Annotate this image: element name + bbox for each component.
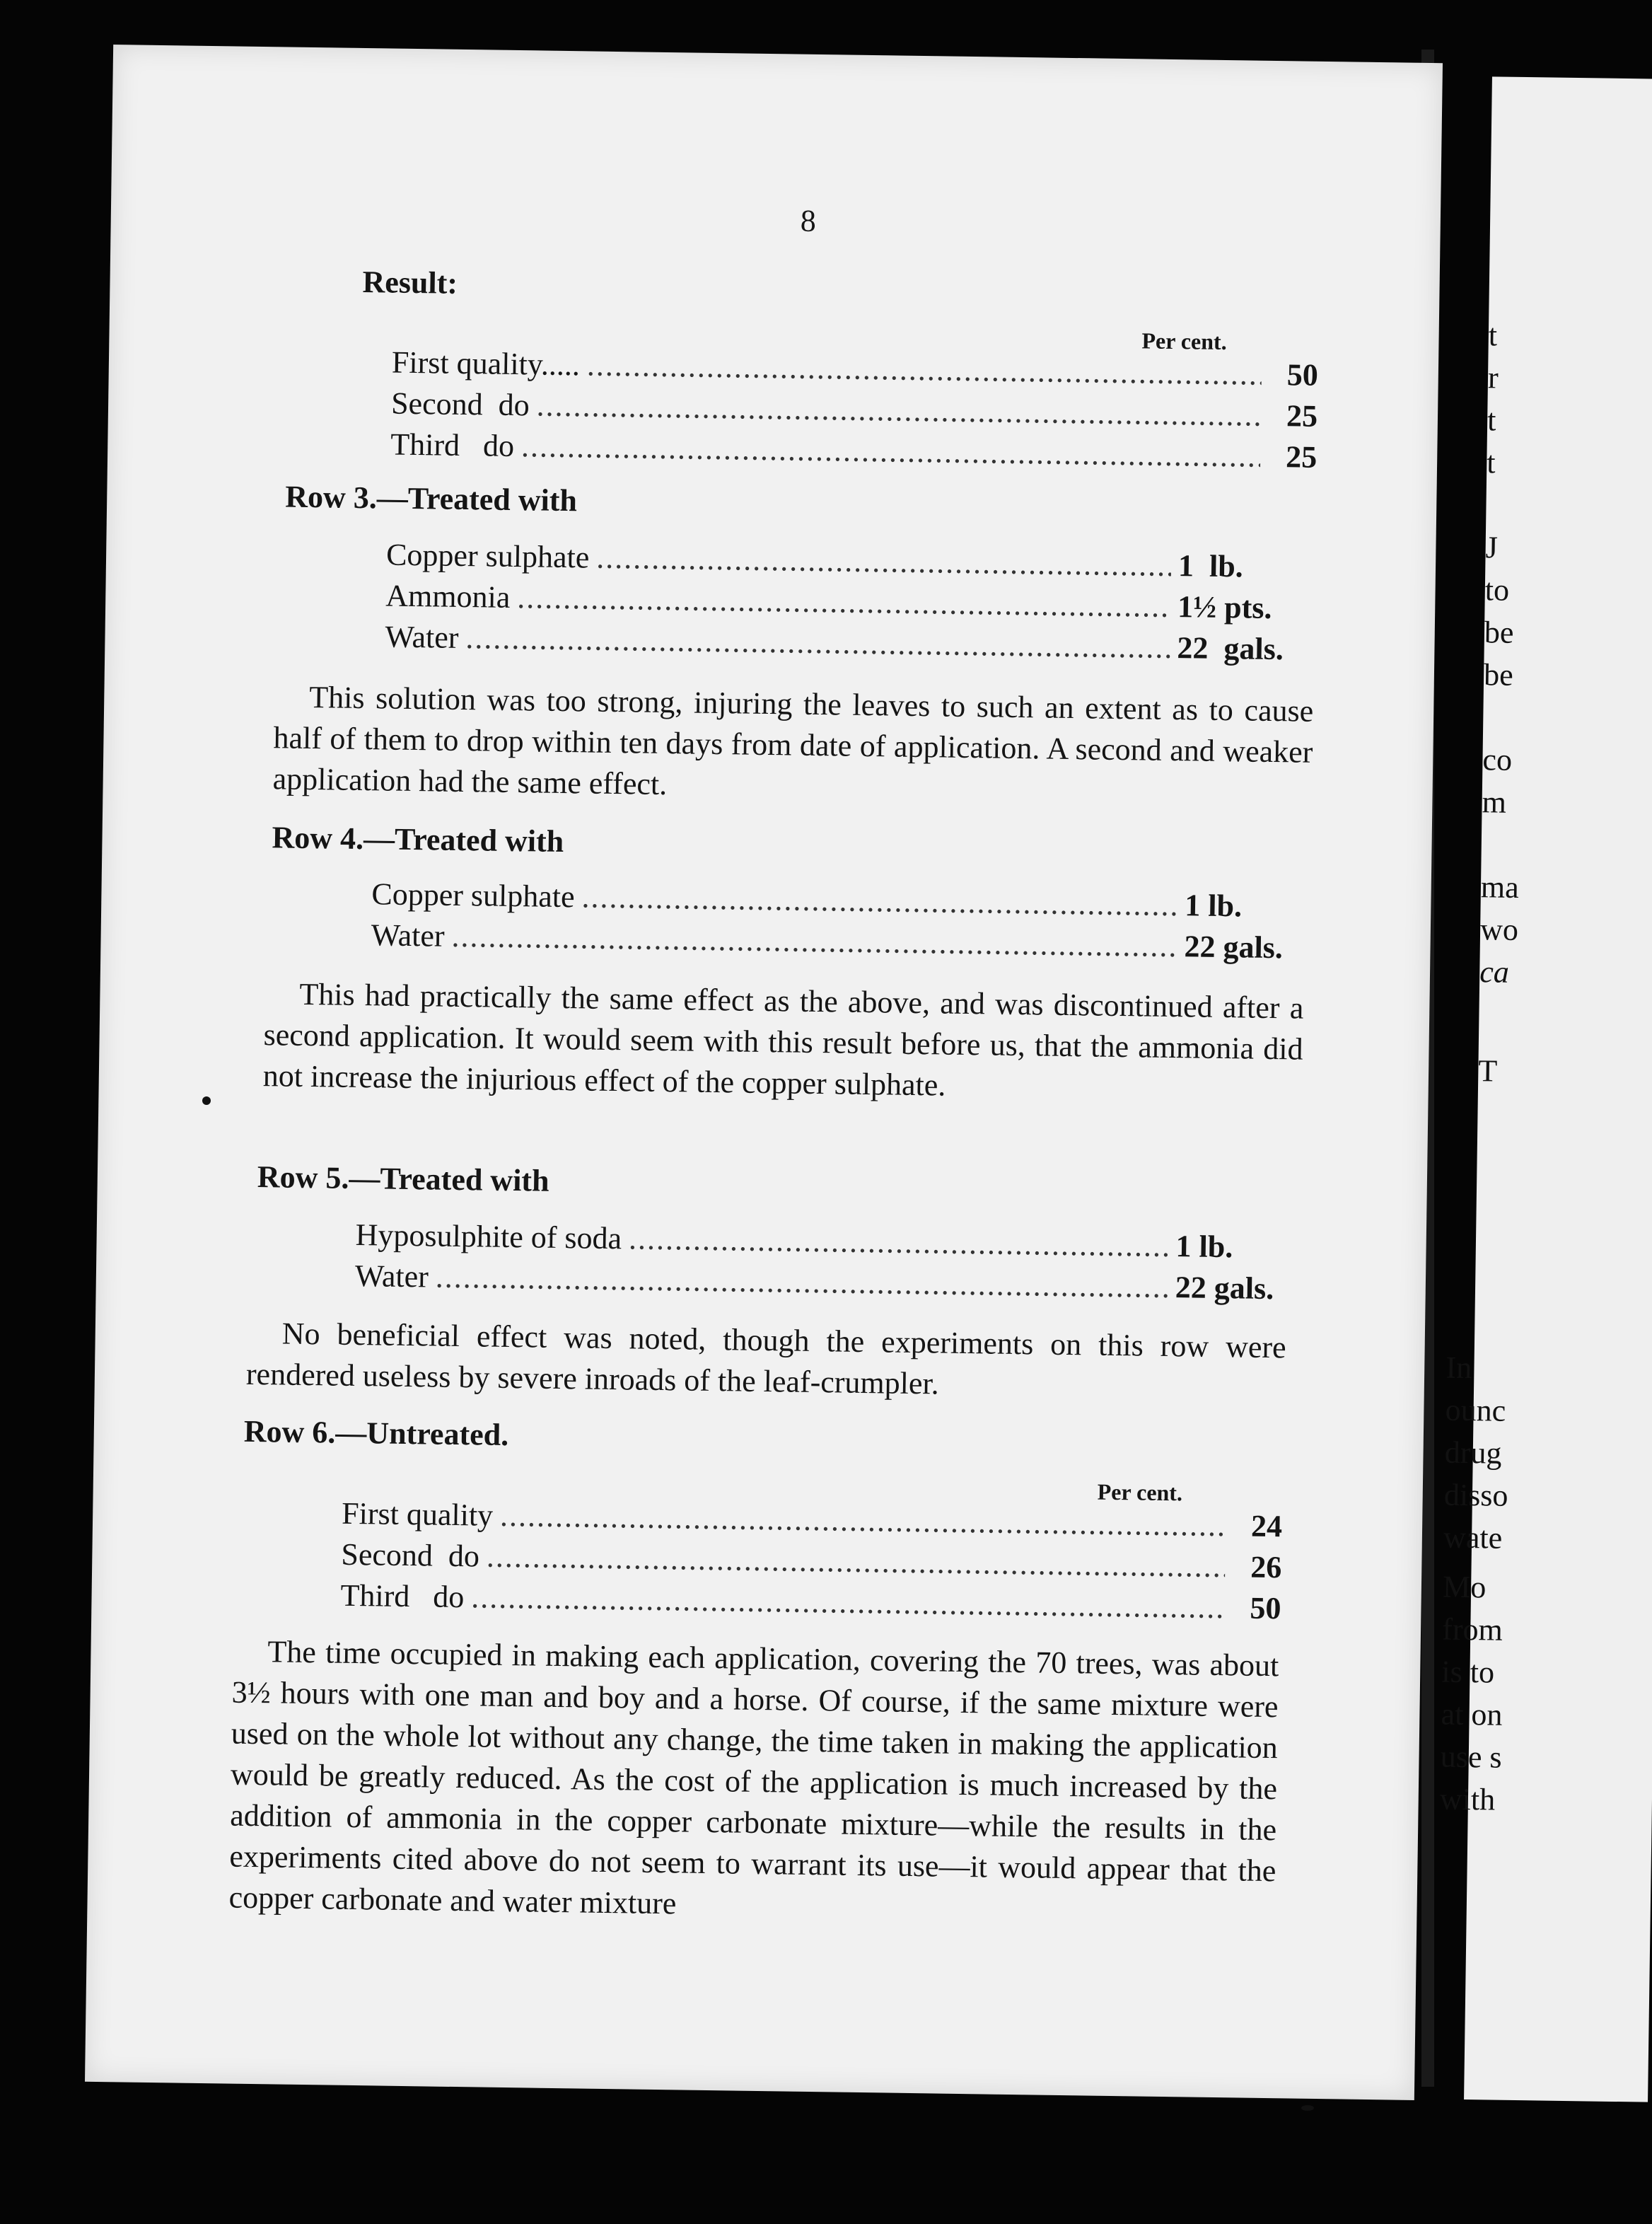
result-row-label: First quality..... <box>391 344 581 383</box>
ingredient-amount: 1½ pts. <box>1177 589 1272 625</box>
ingredient-amount: 1 lb. <box>1177 548 1244 584</box>
ingredient-label: Water <box>371 917 445 954</box>
next-page-text: ma <box>1480 869 1520 905</box>
result-row-label: Second do <box>341 1536 480 1574</box>
next-page-text: use s <box>1440 1739 1502 1775</box>
next-page-text: ounc <box>1445 1392 1506 1428</box>
result-row-value: 50 <box>1286 357 1319 393</box>
result-row-value: 26 <box>1250 1549 1282 1585</box>
next-page-text: wate <box>1443 1519 1503 1556</box>
next-page-text: J <box>1485 530 1499 565</box>
next-page-text: from <box>1441 1611 1503 1647</box>
ingredient-label: Water <box>354 1258 429 1295</box>
row-5-paragraph: No beneficial effect was noted, though the experiments on this row were rendered useless by severe inroads of the leaf-crumpler. <box>245 1316 1286 1401</box>
percent-column-label: Per cent. <box>1141 328 1227 355</box>
scan-speck <box>1301 2105 1314 2111</box>
ingredient-label: Water <box>385 619 459 655</box>
next-page-text: to <box>1484 572 1510 608</box>
result-row-value: 25 <box>1285 439 1317 475</box>
row-3-paragraph: This solution was too strong, injuring the leaves to such an extent as to cause half of them to drop within ten days from date of application. A second and weaker application had the same effect. <box>272 679 1314 802</box>
row-6-heading: Row 6.—Untreated. <box>243 1413 509 1453</box>
document-page <box>85 45 1443 2100</box>
next-page-text: Mo <box>1442 1569 1487 1605</box>
next-page-text: be <box>1484 615 1514 650</box>
next-page-text: t <box>1487 445 1496 480</box>
row-4-paragraph: This had practically the same effect as the above, and was discontinued after a second application. It would seem with this result before us, that the ammonia did not increase the injurious effect of the copper sulphate. <box>262 976 1304 1103</box>
percent-column-label: Per cent. <box>1097 1478 1183 1506</box>
next-page-text: ca <box>1479 954 1510 990</box>
result-row-label: Third do <box>390 427 515 463</box>
row-4-heading: Row 4.—Treated with <box>272 820 564 859</box>
ingredient-amount: 1 lb. <box>1175 1229 1233 1265</box>
result-heading: Result: <box>362 264 458 301</box>
row-3-heading: Row 3.—Treated with <box>284 479 578 519</box>
next-page-text: with <box>1439 1781 1496 1817</box>
result-row-label: Second do <box>390 386 530 423</box>
result-row-label: First quality <box>341 1495 494 1533</box>
next-page-text: m <box>1482 784 1507 820</box>
result-row-value: 25 <box>1286 398 1318 434</box>
result-row-value: 50 <box>1250 1590 1281 1626</box>
next-page-text: r <box>1487 360 1499 395</box>
row-5-heading: Row 5.—Treated with <box>257 1159 549 1198</box>
next-page-text: drug <box>1444 1435 1502 1471</box>
next-page-text: at on <box>1441 1696 1503 1732</box>
ingredient-amount: 1 lb. <box>1185 888 1243 924</box>
ingredient-amount: 22 gals. <box>1184 929 1284 966</box>
scan-speck <box>202 1096 211 1105</box>
next-page-text: t <box>1487 402 1496 438</box>
page-number: 8 <box>800 203 817 238</box>
ingredient-amount: 22 gals. <box>1175 1270 1274 1307</box>
next-page-text: In <box>1446 1350 1472 1386</box>
next-page-text: is to <box>1441 1654 1495 1690</box>
result-row-value: 24 <box>1250 1508 1283 1544</box>
ingredient-label: Copper sulphate <box>385 537 590 575</box>
closing-paragraph: The time occupied in making each application, covering the 70 trees, was about 3½ hours with one man and boy and a horse. Of course, if the same mixture were used on the whole lot without any change, the time taken in making the application would be greatly reduced. As the cost of the application is much increased by the addition of ammonia in the copper carbonate mixture—while the results in the experiments cited above do not seem to warrant its use—it would appear that the copper carbonate and water mixture <box>228 1634 1279 1921</box>
next-page-text: T <box>1478 1053 1498 1089</box>
next-page-text: wo <box>1479 912 1519 947</box>
result-row-label: Third do <box>340 1577 465 1615</box>
ingredient-label: Hyposulphite of soda <box>355 1217 622 1256</box>
next-page-text: t <box>1488 318 1498 353</box>
next-page-text: disso <box>1443 1477 1508 1513</box>
ingredient-label: Ammonia <box>385 578 511 615</box>
ingredient-label: Copper sulphate <box>371 876 575 915</box>
next-page-text: be <box>1483 657 1514 693</box>
ingredient-amount: 22 gals. <box>1177 630 1284 667</box>
adjacent-page-fragment <box>1439 76 1652 2102</box>
next-page-text: co <box>1482 742 1513 777</box>
